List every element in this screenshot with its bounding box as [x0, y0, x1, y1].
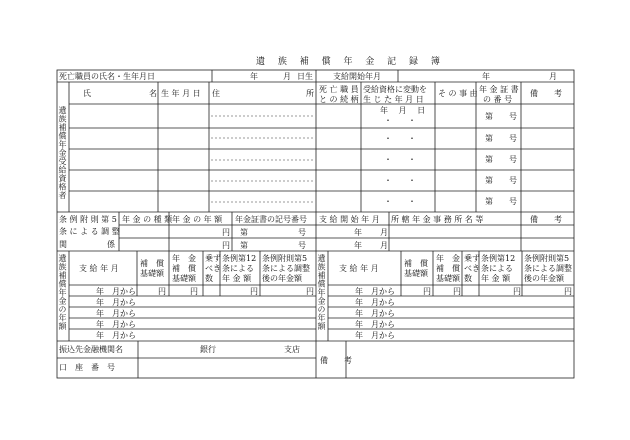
art12-header-2: 条による [222, 264, 254, 273]
pay-start-month: 月 [549, 72, 557, 81]
from-row: 年 月から [96, 331, 136, 340]
pbase-header-1: 年 金 [436, 254, 460, 263]
pension-kind-header: 年 金 の 種 類 [122, 215, 173, 224]
start-month: 月 [380, 228, 388, 237]
pay-start-year: 年 [482, 72, 490, 81]
cert-number: 第 号 [485, 197, 517, 206]
start-month: 月 [380, 241, 388, 250]
art5-yen: 円 [564, 287, 572, 296]
art12-header-1: 条例第12 [222, 254, 257, 263]
change-header-2: 生 じ た 年 月 日 [363, 95, 424, 104]
note-header: 備 考 [530, 89, 562, 98]
amount-side-label-left: 遺族補償年金の年額 [58, 254, 67, 331]
from-row: 年 月から [96, 309, 136, 318]
birth-day-label: 日生 [297, 72, 313, 81]
from-row: 年 月から [355, 320, 395, 329]
address-header-right: 所 [306, 89, 314, 98]
art5-yen: 円 [306, 287, 314, 296]
base-yen: 円 [423, 287, 431, 296]
deceased-name-label: 死亡職員の氏名・生年月日 [59, 72, 155, 81]
art12-header-3: 年 金 額 [222, 274, 252, 283]
pbase-header-2: 補 償 [172, 264, 196, 273]
cert-dai: 第 [240, 241, 248, 250]
birth-year-label: 年 [250, 72, 258, 81]
cert-number: 第 号 [485, 134, 517, 143]
annual-amount-header: 年 金 の 年 額 [172, 215, 223, 224]
from-row: 年 月から [96, 298, 136, 307]
mult-header-1: 乗ず [205, 254, 221, 263]
art12-header-3: 年 金 額 [481, 274, 511, 283]
address-header-left: 住 [212, 89, 220, 98]
art5-header-2: 条による調整 [524, 264, 572, 273]
pbase-yen: 円 [190, 287, 198, 296]
cert-dai: 第 [240, 228, 248, 237]
art5-header-2: 条による調整 [262, 264, 310, 273]
name-header-left: 氏 [83, 89, 91, 98]
bank-suffix: 銀行 [200, 345, 216, 354]
cert-number: 第 号 [485, 176, 517, 185]
art12-yen: 円 [250, 287, 258, 296]
bank-name-label: 振込先金融機関名 [59, 345, 123, 354]
cert-header-1: 年 金 証 書 [479, 85, 519, 94]
art5-header-1: 条例附則第5 [524, 254, 570, 263]
base-header-2: 基礎額 [140, 269, 164, 278]
pbase-header-2: 補 償 [436, 264, 460, 273]
amount-yen: 円 [222, 228, 230, 237]
from-row: 年 月から [355, 309, 395, 318]
office-header: 所 轄 年 金 事 務 所 名 等 [391, 215, 484, 224]
adjust-label-1: 条 例 附 則 第 5 [59, 215, 117, 224]
bank-note-label: 備 考 [320, 356, 352, 365]
amount-yen: 円 [222, 241, 230, 250]
name-header-right: 名 [149, 89, 157, 98]
adjust-label-3: 関 係 [59, 240, 115, 249]
pay-start-label: 支給開始年月 [333, 72, 381, 81]
mid-note-header: 備 考 [530, 215, 562, 224]
cert-number: 第 号 [485, 112, 517, 121]
art12-yen: 円 [513, 287, 521, 296]
change-header-1: 受給資格に変動を [363, 85, 427, 94]
art12-header-2: 条による [481, 264, 513, 273]
pbase-yen: 円 [453, 287, 461, 296]
cert-number: 第 号 [485, 155, 517, 164]
base-header-1: 補 償 [404, 259, 428, 268]
mult-header-2: べき [205, 264, 221, 273]
base-header-1: 補 償 [140, 259, 164, 268]
from-row: 年 月から [355, 287, 395, 296]
from-row: 年 月から [96, 287, 136, 296]
mult-header-3: 数 [464, 274, 472, 283]
adjust-label-2: 条 に よ る 調 整 [59, 227, 120, 236]
birth-month-label: 月 [283, 72, 291, 81]
form-title: 遺 族 補 償 年 金 記 録 簿 [256, 57, 445, 67]
branch-suffix: 支店 [284, 345, 300, 354]
mult-header-2: べき [464, 264, 480, 273]
account-number-label: 口 座 番 号 [59, 363, 115, 372]
start-ym-header: 支 給 開 始 年 月 [319, 215, 380, 224]
from-row: 年 月から [355, 331, 395, 340]
pay-ym-header: 支 給 年 月 [339, 264, 379, 273]
from-row: 年 月から [96, 320, 136, 329]
change-date-dots: ・ ・ [384, 197, 416, 206]
pbase-header-1: 年 金 [172, 254, 196, 263]
change-date-dots: ・ ・ [384, 176, 416, 185]
change-date-dots: ・ ・ [384, 116, 416, 125]
base-header-2: 基礎額 [404, 269, 428, 278]
mult-header-3: 数 [205, 274, 213, 283]
change-date-dots: ・ ・ [384, 134, 416, 143]
art12-header-1: 条例第12 [481, 254, 516, 263]
birth-header: 生 年 月 日 [161, 89, 201, 98]
art5-header-1: 条例附則第5 [262, 254, 308, 263]
cert-header-2: の 番 号 [483, 95, 513, 104]
start-year: 年 [354, 228, 362, 237]
eligible-side-label: 遺族補償年金受給資格者 [58, 106, 67, 200]
change-date-ymd: 年 月 日 [380, 106, 426, 115]
change-date-dots: ・ ・ [384, 155, 416, 164]
relation-header-1: 死 亡 職 員 [319, 85, 359, 94]
pbase-header-3: 基礎額 [172, 274, 196, 283]
art5-header-3: 後の年金額 [262, 274, 302, 283]
cert-go: 号 [298, 241, 306, 250]
pbase-header-3: 基礎額 [436, 274, 460, 283]
cert-symbol-header: 年金証書の記号番号 [235, 215, 307, 224]
amount-side-label-right: 遺族補償年金の年額 [317, 254, 326, 331]
base-yen: 円 [158, 287, 166, 296]
cert-go: 号 [298, 228, 306, 237]
pay-ym-header: 支 給 年 月 [79, 264, 119, 273]
from-row: 年 月から [355, 298, 395, 307]
mult-header-1: 乗ず [464, 254, 480, 263]
reason-header: そ の 事 由 [438, 89, 478, 98]
art5-header-3: 後の年金額 [524, 274, 564, 283]
start-year: 年 [354, 241, 362, 250]
relation-header-2: と の 続 柄 [319, 95, 359, 104]
